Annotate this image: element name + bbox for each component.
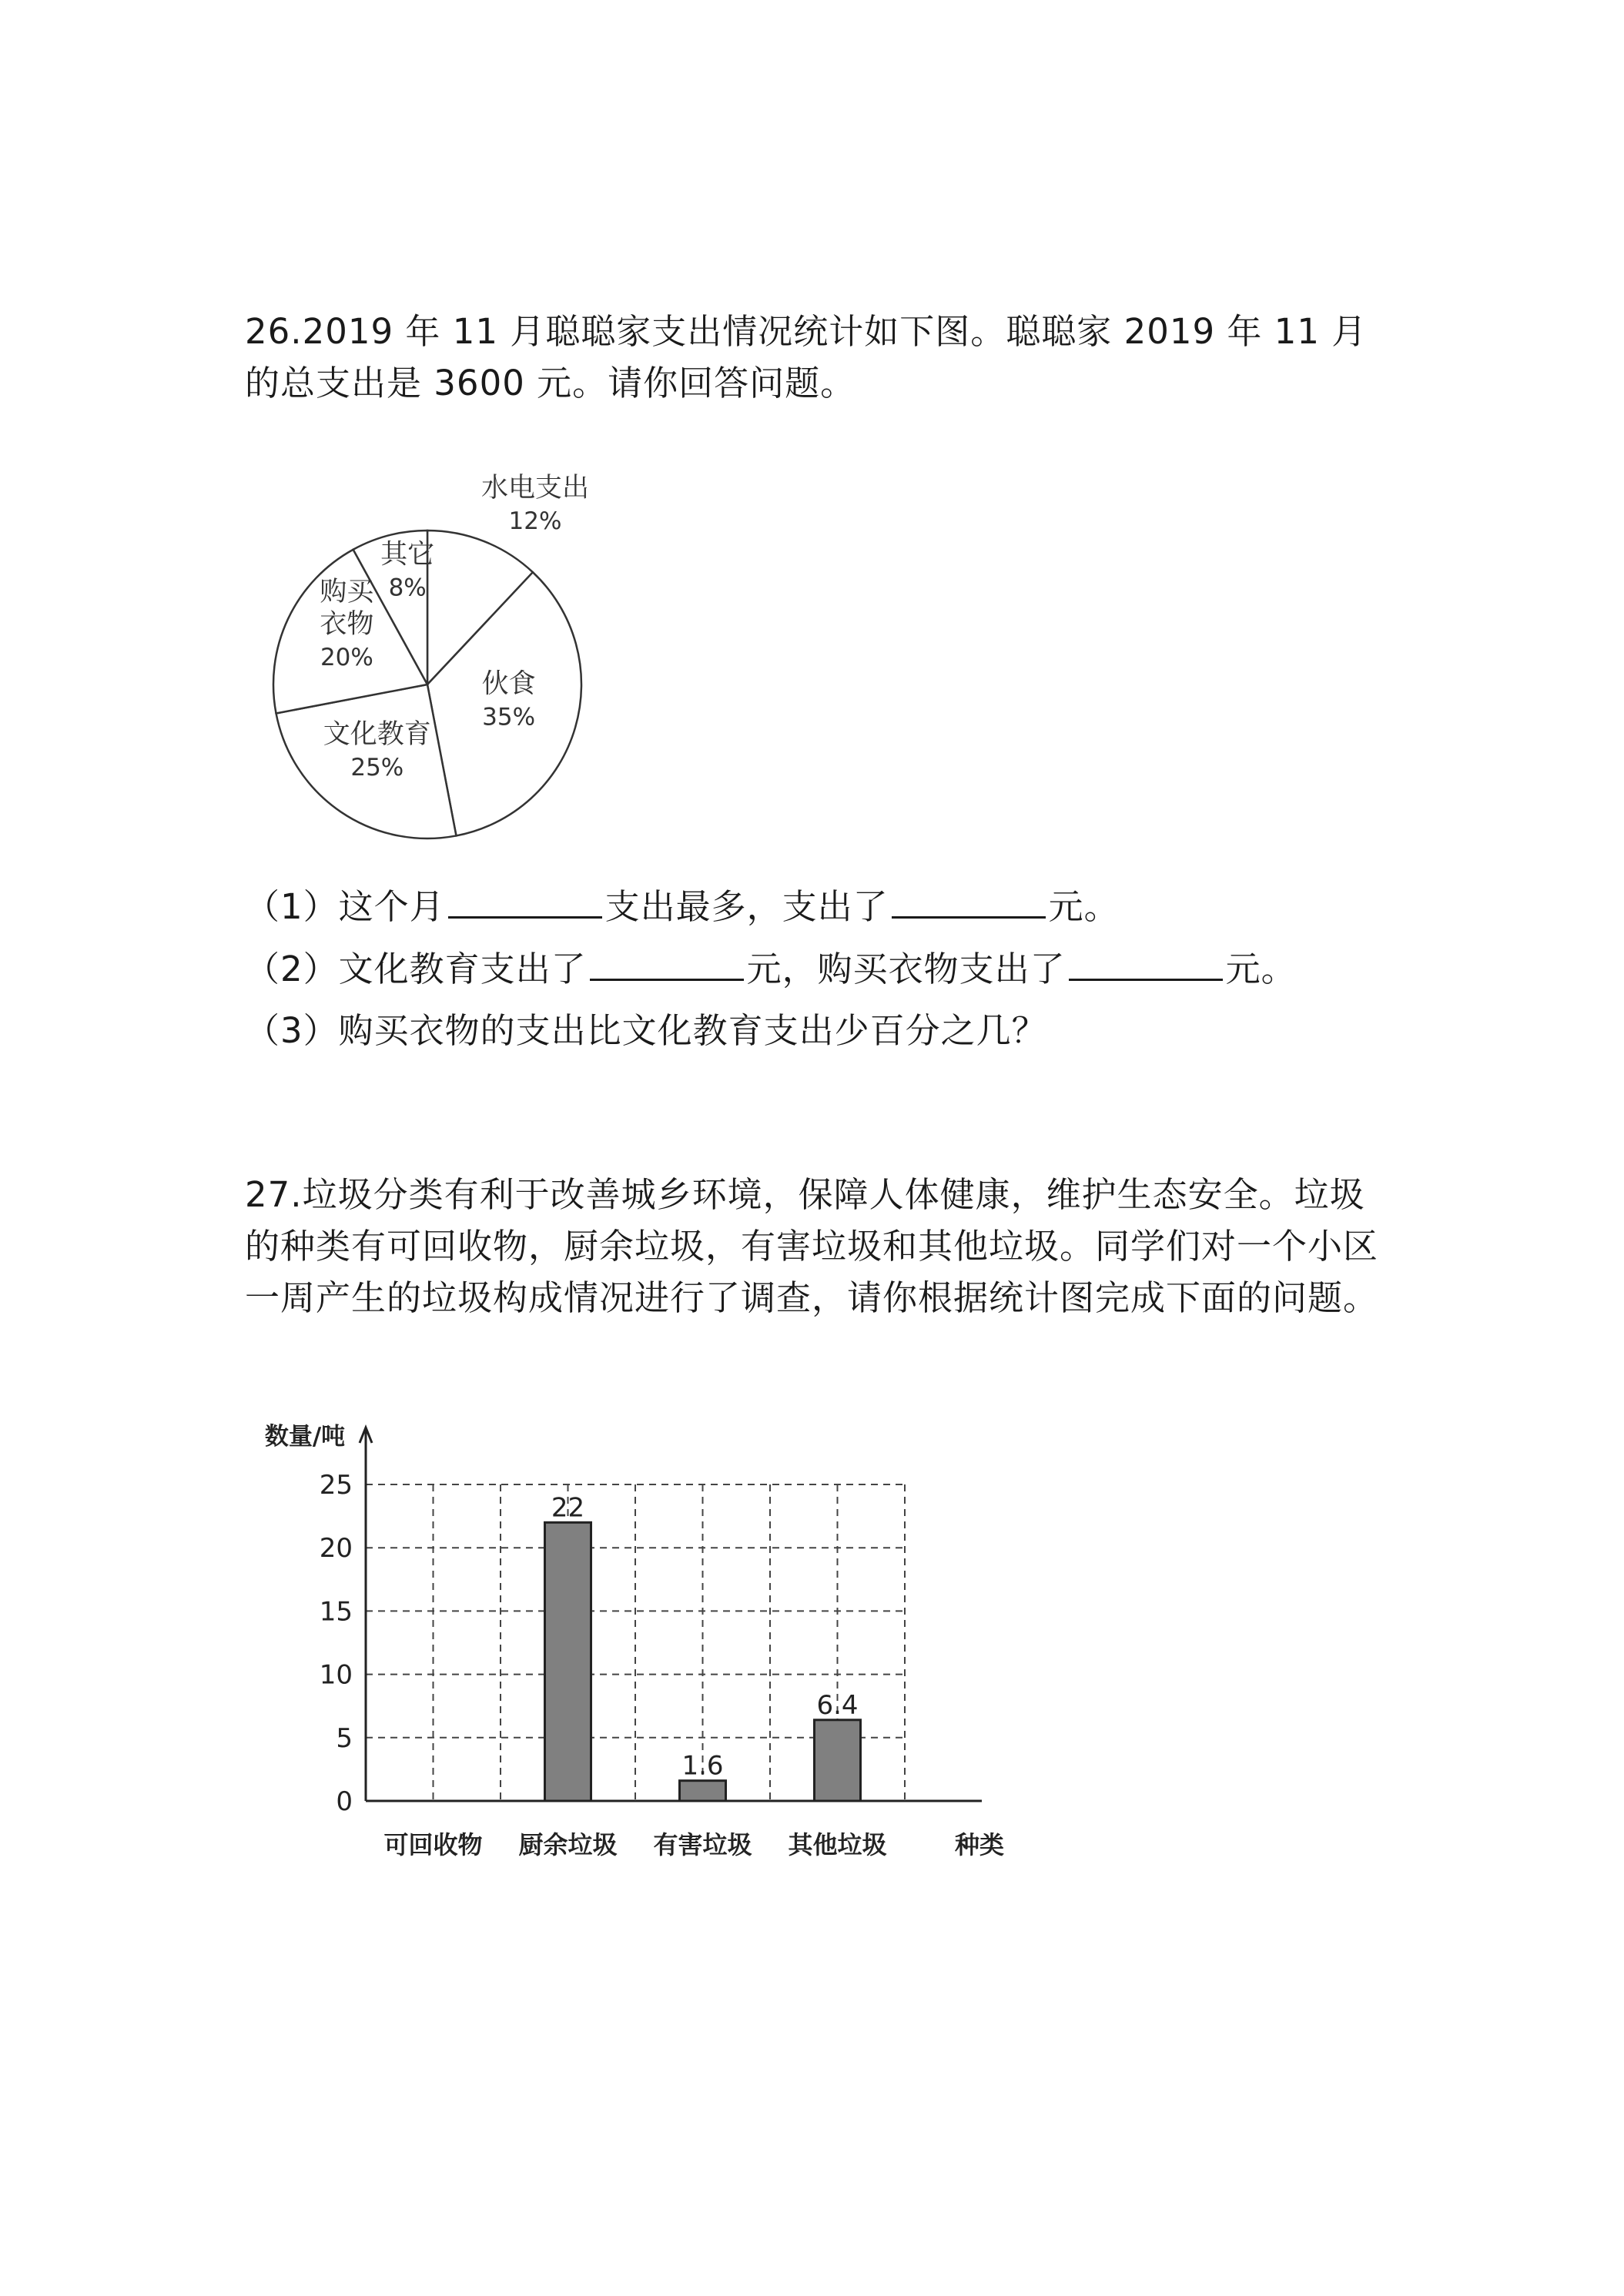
pie-percent-label-1: 35% — [482, 703, 536, 731]
sub1-text-b: 支出最多，支出了 — [604, 886, 889, 927]
q27-intro: 27.垃圾分类有利于改善城乡环境，保障人体健康，维护生态安全。垃圾的种类有可回收物，厨余垃圾，有害垃圾和其他垃圾。同学们对一个小区一周产生的垃圾构成情况进行了调查，请你根据统计图完成下面的问题。 — [245, 1174, 1379, 1318]
bar-2 — [680, 1781, 726, 1801]
garbage-bar-chart — [0, 1409, 1624, 1871]
x-category-label: 有害垃圾 — [653, 1830, 752, 1859]
sub2-text-b: 元，购买衣物支出了 — [746, 949, 1066, 989]
pie-name-label-3: 购买 — [320, 576, 374, 607]
y-tick-label: 20 — [319, 1533, 353, 1565]
bar-data-label: 22 — [551, 1492, 585, 1524]
q26-sub3: （3）购买衣物的支出比文化教育支出少百分之几？ — [245, 1010, 1047, 1051]
x-category-label: 其他垃圾 — [788, 1830, 887, 1859]
pie-percent-label-4: 8% — [388, 574, 427, 602]
bar-1 — [545, 1522, 591, 1801]
answer-blank-2[interactable] — [892, 885, 1046, 919]
y-tick-label: 25 — [319, 1470, 353, 1501]
pie-percent-label-0: 12% — [508, 507, 562, 535]
q26-intro: 26.2019 年 11 月聪聪家支出情况统计如下图。聪聪家 2019 年 11 月的总支出是 3600 元。请你回答问题。 — [245, 311, 1368, 403]
x-category-label: 可回收物 — [383, 1830, 483, 1859]
sub2-text-c: 元。 — [1225, 949, 1297, 989]
pie-name-label-4: 其它 — [380, 539, 435, 571]
answer-blank-3[interactable] — [590, 948, 744, 981]
pie-name-label-1: 伙食 — [481, 668, 536, 700]
sub2-text-a: （2）文化教育支出了 — [245, 949, 587, 989]
pie-percent-label-3: 20% — [320, 643, 373, 671]
y-tick-label: 10 — [319, 1659, 353, 1691]
pie-name-label-3: 衣物 — [320, 608, 374, 640]
y-tick-label: 15 — [319, 1596, 353, 1628]
x-axis-label: 种类 — [954, 1830, 1005, 1859]
bar-data-label: 1.6 — [681, 1750, 724, 1782]
sub1-text-c: 元。 — [1048, 886, 1120, 927]
pie-name-label-2: 文化教育 — [323, 718, 431, 750]
bar-data-label: 6.4 — [816, 1689, 859, 1721]
y-axis-label: 数量/吨 — [264, 1423, 346, 1451]
pie-percent-label-2: 25% — [350, 753, 404, 782]
bar-3 — [815, 1720, 861, 1801]
q26-sub2 — [245, 946, 1297, 992]
x-category-label: 厨余垃圾 — [518, 1830, 618, 1859]
sub1-text-a: （1）这个月 — [245, 886, 445, 927]
pie-name-label-0: 水电支出 — [481, 473, 590, 504]
q26-sub1 — [245, 884, 1120, 930]
answer-blank-1[interactable] — [448, 885, 602, 919]
y-tick-label: 5 — [336, 1722, 353, 1754]
y-tick-label: 0 — [336, 1786, 353, 1817]
answer-blank-4[interactable] — [1069, 948, 1223, 981]
